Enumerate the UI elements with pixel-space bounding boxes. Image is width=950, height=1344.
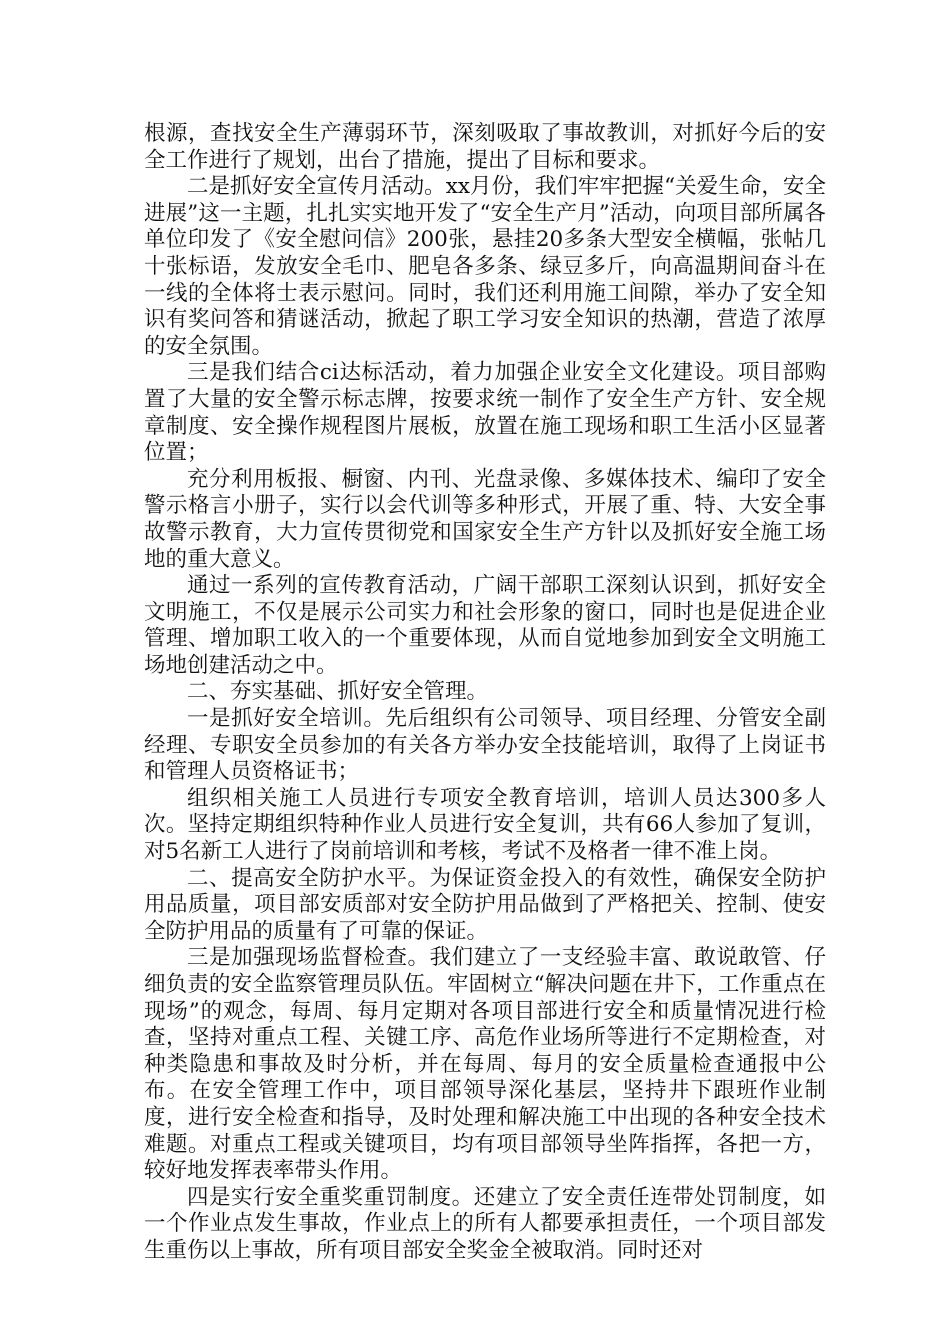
paragraph-reward-punishment: 四是实行安全重奖重罚制度。还建立了安全责任连带处罚制度，如一个作业点发生事故，作业点上的所有人都要承担责任，一个项目部发生重伤以上事故，所有项目部安全奖金全被取消。同时还对 (144, 1184, 826, 1263)
paragraph-ci-safety-culture: 三是我们结合ci达标活动，着力加强企业安全文化建设。项目部购置了大量的安全警示标志牌，按要求统一制作了安全生产方针、安全规章制度、安全操作规程图片展板，放置在施工现场和职工生活小区显著位置； (144, 360, 826, 466)
paragraph-special-training: 组织相关施工人员进行专项安全教育培训，培训人员达300多人次。坚持定期组织特种作业人员进行安全复训，共有66人参加了复训，对5名新工人进行了岗前培训和考核，考试不及格者一律不准上岗。 (144, 785, 826, 865)
paragraph-education-results: 通过一系列的宣传教育活动，广阔干部职工深刻认识到，抓好安全文明施工，不仅是展示公司实力和社会形象的窗口，同时也是促进企业管理、增加职工收入的一个重要体现，从而自觉地参加到安全文明施工场地创建活动之中。 (144, 573, 826, 678)
paragraph-site-inspection: 三是加强现场监督检查。我们建立了一支经验丰富、敢说敢管、仔细负责的安全监察管理员队伍。牢固树立“解决问题在井下，工作重点在现场”的观念，每周、每月定期对各项目部进行安全和质量情况进行检查，坚持对重点工程、关键工序、高危作业场所等进行不定期检查，对种类隐患和事故及时分析，并在每周、每月的安全质量检查通报中公布。在安全管理工作中，项目部领导深化基层，坚持井下跟班作业制度，进行安全检查和指导，及时处理和解决施工中出现的各种安全技术难题。对重点工程或关键项目，均有项目部领导坐阵指挥，各把一方，较好地发挥表率带头作用。 (144, 945, 826, 1184)
paragraph-protection-level: 二、提高安全防护水平。为保证资金投入的有效性，确保安全防护用品质量，项目部安质部对安全防护用品做到了严格把关、控制、使安全防护用品的质量有了可靠的保证。 (144, 865, 826, 944)
paragraph-safety-publicity-month: 二是抓好安全宣传月活动。xx月份，我们牢牢把握“关爱生命，安全进展”这一主题，扎扎实实地开发了“安全生产月”活动，向项目部所属各单位印发了《安全慰问信》200张，悬挂20多条大型安全横幅，张帖几十张标语，发放安全毛巾、肥皂各多条、绿豆多斤，向高温期间奋斗在一线的全体将士表示慰问。同时，我们还利用施工间隙，举办了安全知识有奖问答和猜谜活动，掀起了职工学习安全知识的热潮，营造了浓厚的安全氛围。 (144, 174, 826, 359)
paragraph-safety-training: 一是抓好安全培训。先后组织有公司领导、项目经理、分管安全副经理、专职安全员参加的有关各方举办安全技能培训，取得了上岗证书和管理人员资格证书； (144, 706, 826, 785)
document-body (144, 121, 826, 1265)
paragraph-media-education: 充分利用板报、橱窗、内刊、光盘录像、多媒体技术、编印了安全警示格言小册子，实行以会代训等多种形式，开展了重、特、大安全事故警示教育，大力宣传贯彻党和国家安全生产方针以及抓好安全施工场地的重大意义。 (144, 466, 826, 572)
paragraph-continuation: 根源，查找安全生产薄弱环节，深刻吸取了事故教训，对抓好今后的安全工作进行了规划，出台了措施，提出了目标和要求。 (144, 121, 826, 173)
section-heading-safety-management: 二、夯实基础、抓好安全管理。 (187, 679, 489, 705)
